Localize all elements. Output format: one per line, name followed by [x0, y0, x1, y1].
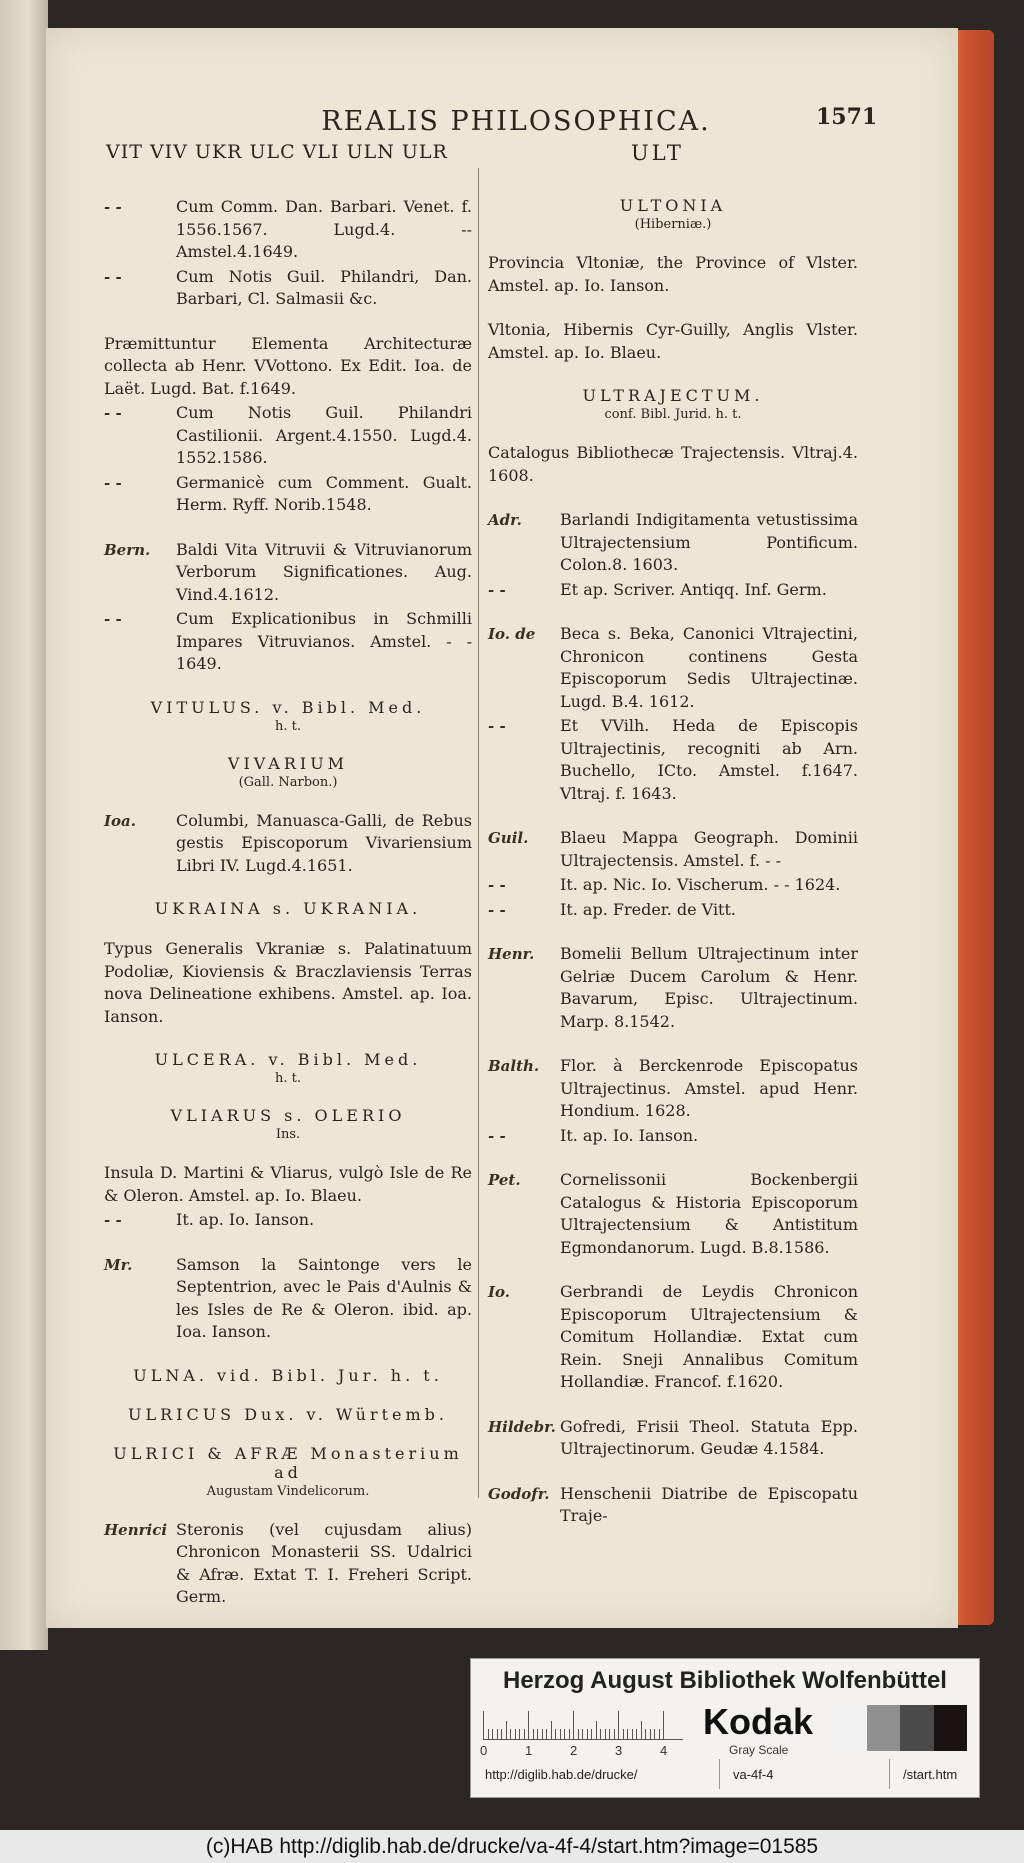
- entry-text: Cum Notis Guil. Philandri, Dan. Barbari, Cl. Salmasii &c.: [176, 266, 472, 308]
- catalog-entry: [104, 472, 472, 517]
- entry-label: - -: [104, 473, 122, 492]
- catalog-entry: [488, 623, 858, 713]
- ruler-tick: [564, 1729, 565, 1739]
- entry-label: Henrici: [104, 1520, 168, 1539]
- entry-text: Præmittuntur Elementa Architecturæ collecta ab Henr. VVottono. Ex Edit. Ioa. de Laët. Lugd. Bat. f.1649.: [104, 333, 472, 398]
- ruler-tick: [659, 1729, 660, 1739]
- ruler-tick: [636, 1729, 637, 1739]
- entry-text: Et ap. Scriver. Antiqq. Inf. Germ.: [560, 579, 827, 599]
- section-heading: ULRICUS Dux. v. Würtemb.: [127, 1404, 449, 1424]
- image-caption: (c)HAB http://diglib.hab.de/drucke/va-4f-4/start.htm?image=01585: [0, 1830, 1024, 1863]
- entry-label: Hildebr.: [488, 1417, 556, 1436]
- section-heading: VLIARUS s. OLERIO: [170, 1106, 406, 1125]
- ruler-number: 4: [660, 1743, 668, 1758]
- entry-label: - -: [488, 1126, 506, 1145]
- ruler-tick: [609, 1729, 610, 1739]
- section-heading: ULTRAJECTUM.: [582, 386, 764, 405]
- entry-text: Cornelissonii Bockenbergii Catalogus & Historia Episcoporum Ultrajectensium & Antistitum Egmondanorum. Lugd. B.8.1586.: [560, 1170, 858, 1257]
- catalog-entry: [488, 442, 858, 487]
- ruler-tick: [533, 1729, 534, 1739]
- catalog-entry: [104, 1519, 472, 1609]
- entry-label: Io. de: [488, 625, 536, 643]
- section-heading: ULCERA. v. Bibl. Med.: [154, 1050, 422, 1069]
- catalog-entry: [488, 252, 858, 297]
- section-heading: VITULUS. v. Bibl. Med.: [150, 697, 426, 717]
- entry-text: Vltonia, Hibernis Cyr-Guilly, Anglis Vlster. Amstel. ap. Io. Blaeu.: [488, 320, 858, 362]
- ruler-tick: [551, 1721, 552, 1739]
- ruler-tick: [645, 1729, 646, 1739]
- ruler-tick: [560, 1729, 561, 1739]
- ruler-tick: [506, 1721, 507, 1739]
- ruler-number: 2: [570, 1743, 578, 1758]
- right-column: [488, 196, 858, 1550]
- catalog-entry: [104, 402, 472, 470]
- catalog-entry: [104, 333, 472, 401]
- ruler-number: 1: [525, 1743, 533, 1758]
- ruler-tick: [573, 1711, 574, 1739]
- catalog-entry: [488, 1416, 858, 1461]
- previous-page-edge: [0, 0, 48, 1650]
- right-column-head: ULT: [631, 141, 684, 165]
- section-subheading: (Hiberniæ.): [634, 217, 712, 232]
- section-subheading: h. t.: [275, 1071, 301, 1086]
- section-subheading: (Gall. Narbon.): [238, 774, 338, 790]
- section-subheading: Augustam Vindelicorum.: [206, 1483, 370, 1499]
- entry-text: Catalogus Bibliothecæ Trajectensis. Vltraj.4. 1608.: [488, 443, 858, 485]
- ruler-tick: [515, 1729, 516, 1739]
- ruler-tick: [501, 1729, 502, 1739]
- entry-text: It. ap. Freder. de Vitt.: [560, 899, 736, 919]
- catalog-entry: [104, 608, 472, 676]
- entry-label: Io.: [488, 1283, 510, 1301]
- entry-label: - -: [488, 900, 506, 919]
- catalog-entry: [488, 715, 858, 805]
- entry-text: Steronis (vel cujusdam alius) Chronicon Monasterii SS. Udalrici & Afræ. Extat T. I. Freheri Script. Germ.: [176, 1519, 472, 1606]
- catalog-entry: [104, 1254, 472, 1344]
- entry-text: Et VVilh. Heda de Episcopis Ultrajectinis, recogniti ab Arn. Buchello, ICto. Amstel. f.1647. Vltraj. f. 1643.: [560, 716, 858, 803]
- entry-text: Insula D. Martini & Vliarus, vulgò Isle de Re & Oleron. Amstel. ap. Io. Blaeu.: [104, 1163, 472, 1205]
- ruler-tick: [488, 1729, 489, 1739]
- gray-scale-chart: [833, 1705, 967, 1751]
- entry-label: - -: [104, 1211, 122, 1229]
- entry-label: - -: [104, 198, 122, 216]
- library-name: Herzog August Bibliothek Wolfenbüttel: [503, 1667, 947, 1694]
- ruler-tick: [546, 1729, 547, 1739]
- entry-text: It. ap. Nic. Io. Vischerum. - - 1624.: [560, 875, 841, 894]
- entry-text: Barlandi Indigitamenta vetustissima Ultrajectensium Pontificum. Colon.8. 1603.: [560, 510, 858, 574]
- section-subheading: h. t.: [275, 718, 301, 734]
- section-heading: VIVARIUM: [227, 753, 349, 773]
- catalog-entry: [104, 1209, 472, 1232]
- ruler-tick: [654, 1729, 655, 1739]
- gray-scale-label: Gray Scale: [729, 1743, 789, 1757]
- entry-label: Bern.: [104, 540, 151, 559]
- ruler-tick: [582, 1729, 583, 1739]
- catalog-entry: [104, 1162, 472, 1207]
- ruler-tick: [542, 1729, 543, 1739]
- ruler-tick: [492, 1729, 493, 1739]
- entry-label: Henr.: [488, 945, 535, 963]
- ruler-tick: [632, 1729, 633, 1739]
- entry-label: - -: [488, 876, 506, 894]
- column-divider: [478, 168, 479, 1498]
- entry-text: Samson la Saintonge vers le Septentrion, avec le Pais d'Aulnis & les Isles de Re & Oleron. ibid. ap. Ioa. Ianson.: [176, 1254, 472, 1341]
- ruler-tick: [524, 1729, 525, 1739]
- left-column: [104, 196, 472, 1631]
- ruler-tick: [569, 1729, 570, 1739]
- footer-url: http://diglib.hab.de/drucke/: [485, 1767, 638, 1782]
- entry-label: - -: [488, 580, 506, 599]
- entry-label: - -: [104, 610, 122, 628]
- scale-ruler: [480, 1707, 683, 1758]
- catalog-entry: [488, 899, 858, 922]
- ruler-tick: [578, 1729, 579, 1739]
- ruler-tick: [537, 1729, 538, 1739]
- ruler-tick: [605, 1729, 606, 1739]
- ruler-tick: [650, 1729, 651, 1739]
- ruler-tick: [627, 1729, 628, 1739]
- footer-id: va-4f-4: [733, 1767, 774, 1782]
- ruler-tick: [614, 1729, 615, 1739]
- ruler-tick: [528, 1711, 529, 1739]
- library-footer-card: [470, 1658, 980, 1798]
- catalog-entry: [488, 319, 858, 364]
- ruler-tick: [600, 1729, 601, 1739]
- catalog-entry: [104, 266, 472, 311]
- section-heading: ULRICI & AFRÆ Monasterium ad: [113, 1443, 463, 1482]
- catalog-entry: [104, 196, 472, 264]
- catalog-entry: [488, 1055, 858, 1123]
- entry-label: Guil.: [488, 829, 529, 847]
- ruler-number: 0: [480, 1743, 488, 1758]
- left-column-head: VIT VIV UKR ULC VLI ULN ULR: [106, 141, 448, 163]
- catalog-entry: [488, 827, 858, 872]
- ruler-tick: [641, 1721, 642, 1739]
- entry-label: Pet.: [488, 1171, 521, 1189]
- catalog-entry: [488, 1125, 858, 1148]
- ruler-number: 3: [615, 1743, 623, 1758]
- entry-label: Balth.: [488, 1057, 540, 1075]
- entry-text: Cum Notis Guil. Philandri Castilionii. Argent.4.1550. Lugd.4. 1552.1586.: [176, 403, 472, 467]
- section-heading: ULNA. vid. Bibl. Jur. h. t.: [133, 1365, 443, 1385]
- entry-text: Gofredi, Frisii Theol. Statuta Epp. Ultrajectinorum. Geudæ 4.1584.: [560, 1416, 858, 1458]
- ruler-tick: [623, 1729, 624, 1739]
- entry-text: Henschenii Diatribe de Episcopatu Traje-: [560, 1483, 858, 1525]
- entry-label: - -: [104, 267, 122, 286]
- running-head: REALIS PHILOSOPHICA.: [321, 106, 711, 137]
- ruler-tick: [483, 1711, 484, 1739]
- catalog-entry: [488, 1483, 858, 1528]
- ruler-tick: [596, 1721, 597, 1739]
- ruler-tick: [519, 1729, 520, 1739]
- entry-text: Provincia Vltoniæ, the Province of Vlster. Amstel. ap. Io. Ianson.: [488, 253, 858, 295]
- entry-label: Adr.: [488, 511, 522, 529]
- book-page: [46, 28, 958, 1628]
- ruler-tick: [618, 1711, 619, 1739]
- entry-text: Blaeu Mappa Geograph. Dominii Ultrajectensis. Amstel. f. - -: [560, 828, 858, 870]
- catalog-entry: [488, 1169, 858, 1259]
- section-heading: ULTONIA: [619, 196, 727, 215]
- catalog-entry: [104, 938, 472, 1028]
- entry-label: Mr.: [104, 1255, 133, 1274]
- ruler-tick: [663, 1711, 664, 1739]
- entry-text: Columbi, Manuasca-Galli, de Rebus gestis Episcoporum Vivariensium Libri IV. Lugd.4.1651.: [176, 810, 472, 875]
- catalog-entry: [488, 509, 858, 577]
- entry-text: Cum Explicationibus in Schmilli Impares Vitruvianos. Amstel. - - 1649.: [176, 609, 472, 673]
- section-subheading: Ins.: [275, 1127, 301, 1142]
- entry-label: - -: [104, 404, 122, 422]
- entry-text: Beca s. Beka, Canonici Vltrajectini, Chronicon continens Gesta Episcoporum Sedis Ultrajectinæ. Lugd. B.4. 1612.: [560, 624, 858, 711]
- entry-text: Flor. à Berckenrode Episcopatus Ultrajectinus. Amstel. apud Henr. Hondium. 1628.: [560, 1056, 858, 1120]
- catalog-entry: [104, 810, 472, 878]
- entry-text: Bomelii Bellum Ultrajectinum inter Gelriæ Ducem Carolum & Henr. Bavarum, Episc. Ultrajectinum. Marp. 8.1542.: [560, 944, 858, 1031]
- catalog-entry: [488, 943, 858, 1033]
- entry-text: It. ap. Io. Ianson.: [176, 1210, 315, 1229]
- entry-text: Typus Generalis Vkraniæ s. Palatinatuum Podoliæ, Kioviensis & Braczlaviensis Terras nova Delineatione exhibens. Amstel. ap. Ioa. Ianson.: [104, 939, 472, 1026]
- footer-start: /start.htm: [903, 1767, 958, 1782]
- ruler-tick: [497, 1729, 498, 1739]
- kodak-logo: Kodak: [703, 1701, 814, 1742]
- entry-label: Godofr.: [488, 1484, 550, 1503]
- entry-text: Cum Comm. Dan. Barbari. Venet. f. 1556.1567. Lugd.4. -- Amstel.4.1649.: [176, 197, 472, 261]
- catalog-entry: [104, 539, 472, 607]
- section-heading: UKRAINA s. UKRANIA.: [154, 899, 422, 918]
- ruler-tick: [510, 1729, 511, 1739]
- catalog-entry: [488, 1281, 858, 1394]
- ruler-tick: [591, 1729, 592, 1739]
- entry-text: Baldi Vita Vitruvii & Vitruvianorum Verborum Significationes. Aug. Vind.4.1612.: [176, 539, 472, 604]
- entry-text: Gerbrandi de Leydis Chronicon Episcoporum Ultrajectensium & Comitum Hollandiæ. Extat cum Rein. Sneji Annalibus Comitum Hollandiæ. Francof. f.1620.: [560, 1282, 858, 1391]
- entry-label: Ioa.: [104, 811, 136, 830]
- ruler-tick: [587, 1729, 588, 1739]
- page-number: 1571: [816, 104, 878, 130]
- section-subheading: conf. Bibl. Jurid. h. t.: [604, 407, 742, 422]
- catalog-entry: [488, 579, 858, 602]
- entry-text: Germanicè cum Comment. Gualt. Herm. Ryff. Norib.1548.: [176, 472, 472, 514]
- ruler-tick: [555, 1729, 556, 1739]
- entry-label: - -: [488, 717, 506, 735]
- catalog-entry: [488, 874, 858, 897]
- entry-text: It. ap. Io. Ianson.: [560, 1125, 699, 1145]
